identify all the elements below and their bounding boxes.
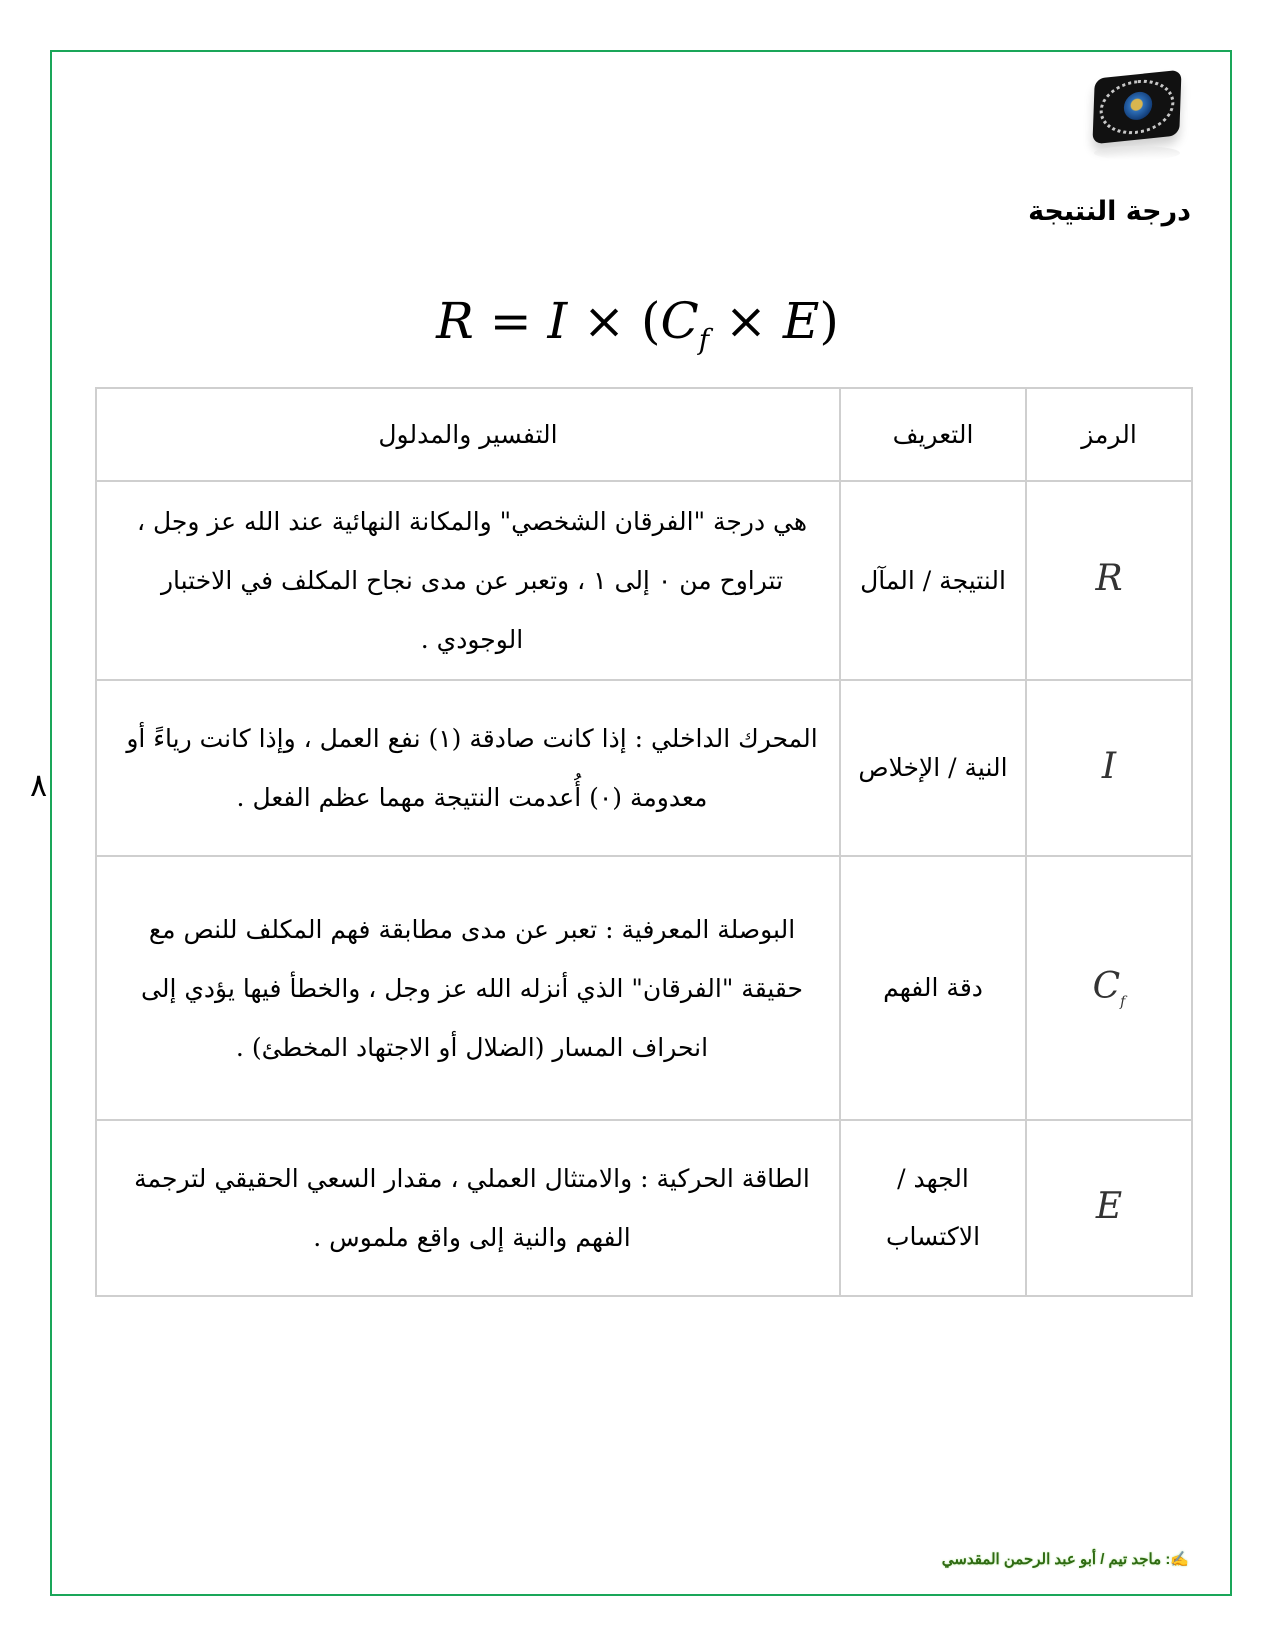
row-description: البوصلة المعرفية : تعبر عن مدى مطابقة فهم المكلف للنص مع حقيقة "الفرقان" الذي أنزله الله عز وجل ، والخطأ فيها يؤدي إلى انحراف المسار (الضلال أو الاجتهاد المخطئ) . bbox=[96, 856, 840, 1120]
row-symbol bbox=[1026, 680, 1192, 856]
row-symbol bbox=[1026, 856, 1192, 1120]
row-description: هي درجة "الفرقان الشخصي" والمكانة النهائية عند الله عز وجل ، تتراوح من ٠ إلى ١ ، وتعبر عن مدى نجاح المكلف في الاختبار الوجودي . bbox=[96, 481, 840, 680]
table-row bbox=[96, 481, 1192, 680]
page-number: ٨ bbox=[30, 766, 48, 804]
row-description: الطاقة الحركية : والامتثال العملي ، مقدار السعي الحقيقي لترجمة الفهم والنية إلى واقع ملموس . bbox=[96, 1120, 840, 1296]
footer-author bbox=[942, 1550, 1189, 1568]
symbol-text: I bbox=[1101, 745, 1117, 787]
header-definition: التعريف bbox=[840, 388, 1026, 481]
row-symbol bbox=[1026, 481, 1192, 680]
section-title: درجة النتيجة bbox=[1028, 196, 1191, 227]
table-row bbox=[96, 680, 1192, 856]
formula-open-paren: ( bbox=[640, 292, 661, 350]
header-description: التفسير والمدلول bbox=[96, 388, 840, 481]
formula bbox=[0, 292, 1275, 356]
variables-table bbox=[95, 387, 1193, 1297]
symbol-text: E bbox=[1095, 1185, 1123, 1227]
table-header-row bbox=[96, 388, 1192, 481]
formula-comprehension-sub: f bbox=[698, 323, 710, 356]
row-definition: دقة الفهم bbox=[840, 856, 1026, 1120]
header-symbol: الرمز bbox=[1026, 388, 1192, 481]
symbol-text: R bbox=[1095, 558, 1123, 600]
symbol-sub: f bbox=[1120, 994, 1126, 1011]
row-symbol bbox=[1026, 1120, 1192, 1296]
logo-reflection bbox=[1094, 146, 1180, 160]
formula-equals: = bbox=[489, 292, 532, 350]
pen-writing-icon: ✍ bbox=[1170, 1551, 1189, 1568]
row-definition: النية / الإخلاص bbox=[840, 680, 1026, 856]
row-definition: النتيجة / المآل bbox=[840, 481, 1026, 680]
table-row bbox=[96, 1120, 1192, 1296]
formula-effort: E bbox=[782, 292, 820, 350]
row-definition: الجهد / الاكتساب bbox=[840, 1120, 1026, 1296]
formula-comprehension: C bbox=[660, 292, 699, 350]
logo-image bbox=[1092, 70, 1181, 145]
formula-result: R bbox=[436, 292, 474, 350]
footer-author-text: : ماجد تيم / أبو عبد الرحمن المقدسي bbox=[941, 1551, 1171, 1568]
formula-times-1: × bbox=[583, 292, 626, 350]
formula-close-paren: ) bbox=[819, 292, 839, 350]
formula-times-2: × bbox=[725, 292, 767, 350]
row-description: المحرك الداخلي : إذا كانت صادقة (١) نفع العمل ، وإذا كانت رياءً أو معدومة (٠) أُعدمت النتيجة مهما عظم الفعل . bbox=[96, 680, 840, 856]
table-row bbox=[96, 856, 1192, 1120]
symbol-text: C bbox=[1092, 965, 1121, 1007]
formula-intention: I bbox=[547, 292, 568, 350]
